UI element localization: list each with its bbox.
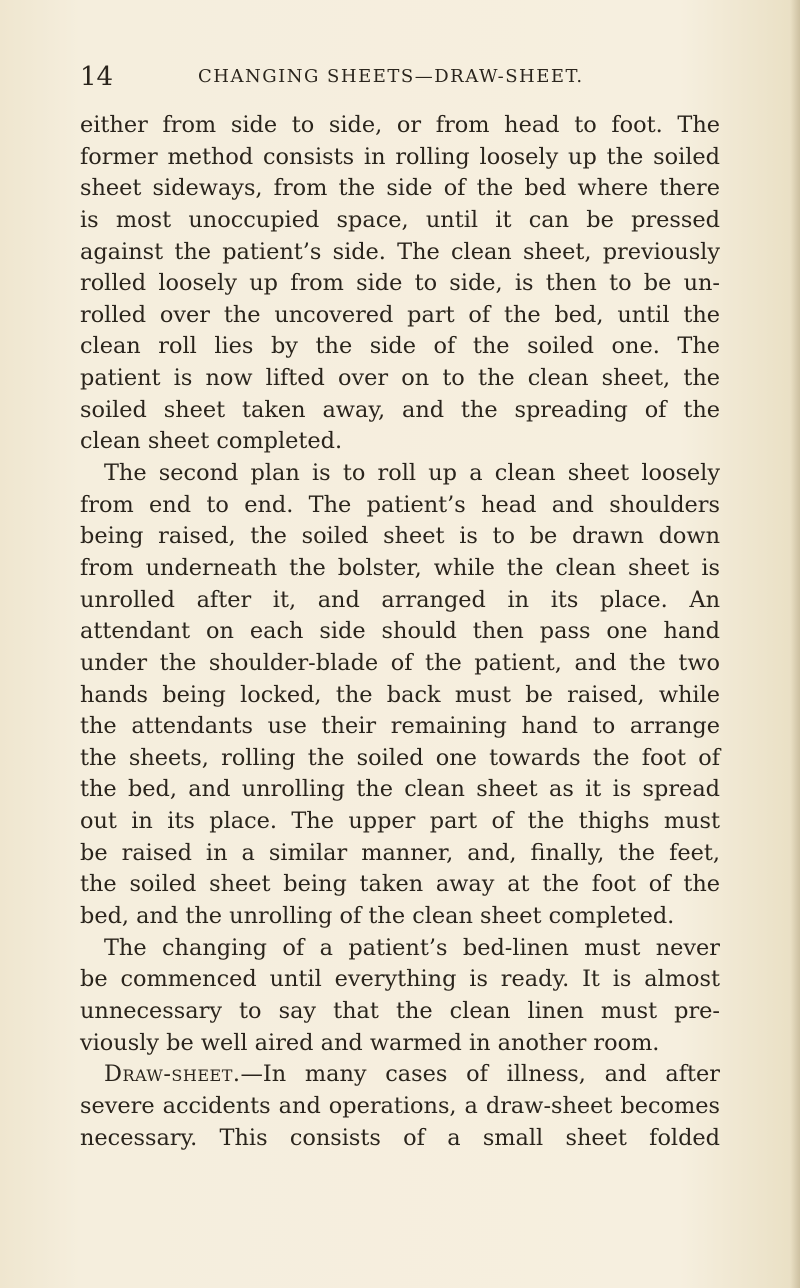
text-line: unnecessary to say that the clean linen must pre- bbox=[80, 997, 720, 1024]
text-line: bed, and the unrolling of the clean sheet completed. bbox=[80, 903, 675, 930]
text-line: rolled over the uncovered part of the bed, until the bbox=[80, 301, 720, 328]
text-line: necessary. This consists of a small sheet folded bbox=[80, 1124, 720, 1151]
text-line: hands being locked, the back must be raised, while bbox=[80, 681, 720, 708]
text-line: the attendants use their remaining hand to arrange bbox=[80, 713, 720, 740]
text-line: unrolled after it, and arranged in its place. An bbox=[80, 586, 720, 613]
text-line: against the patient’s side. The clean sheet, previously bbox=[80, 238, 720, 265]
section-heading: Draw-sheet. bbox=[104, 1061, 241, 1088]
text-line: attendant on each side should then pass one hand bbox=[80, 618, 720, 645]
text-line: being raised, the soiled sheet is to be drawn down bbox=[80, 523, 720, 550]
text-line: rolled loosely up from side to side, is then to be un- bbox=[80, 270, 720, 297]
text-line: the soiled sheet being taken away at the foot of the bbox=[80, 871, 720, 898]
text-line: former method consists in rolling loosely up the soiled bbox=[80, 143, 720, 170]
text-line: viously be well aired and warmed in another room. bbox=[80, 1029, 660, 1056]
page-edge-shadow bbox=[790, 0, 800, 1288]
text-line: clean roll lies by the side of the soiled one. The bbox=[80, 333, 720, 360]
text-line: either from side to side, or from head to foot. The bbox=[80, 112, 720, 138]
text-line: severe accidents and operations, a draw-sheet becomes bbox=[80, 1092, 720, 1119]
text-line: The changing of a patient’s bed-linen must never bbox=[104, 934, 720, 961]
text-line: soiled sheet taken away, and the spreading of the bbox=[80, 396, 720, 423]
running-head: CHANGING SHEETS—DRAW-SHEET. bbox=[198, 66, 584, 87]
text-line: out in its place. The upper part of the thighs must bbox=[80, 808, 720, 835]
heading-line-rest: —In many cases of illness, and after bbox=[240, 1061, 720, 1088]
body-text bbox=[80, 110, 720, 1154]
page-number: 14 bbox=[80, 62, 114, 92]
text-line: is most unoccupied space, until it can be pressed bbox=[80, 206, 720, 233]
text-line: from underneath the bolster, while the clean sheet is bbox=[80, 554, 720, 581]
text-line: the sheets, rolling the soiled one towards the foot of bbox=[80, 744, 720, 771]
text-line: the bed, and unrolling the clean sheet as it is spread bbox=[80, 776, 720, 803]
text-line: from end to end. The patient’s head and shoulders bbox=[80, 491, 720, 518]
text-line: be commenced until everything is ready. It is almost bbox=[80, 966, 720, 993]
text-line: The second plan is to roll up a clean sheet loosely bbox=[104, 460, 720, 487]
text-line bbox=[80, 1059, 720, 1091]
text-line: sheet sideways, from the side of the bed where there bbox=[80, 175, 720, 202]
text-line: be raised in a similar manner, and, finally, the feet, bbox=[80, 839, 720, 866]
page-header bbox=[80, 62, 720, 92]
text-line: under the shoulder-blade of the patient, and the two bbox=[80, 649, 720, 676]
text-line: clean sheet completed. bbox=[80, 428, 343, 455]
text-line: patient is now lifted over on to the clean sheet, the bbox=[80, 365, 720, 392]
